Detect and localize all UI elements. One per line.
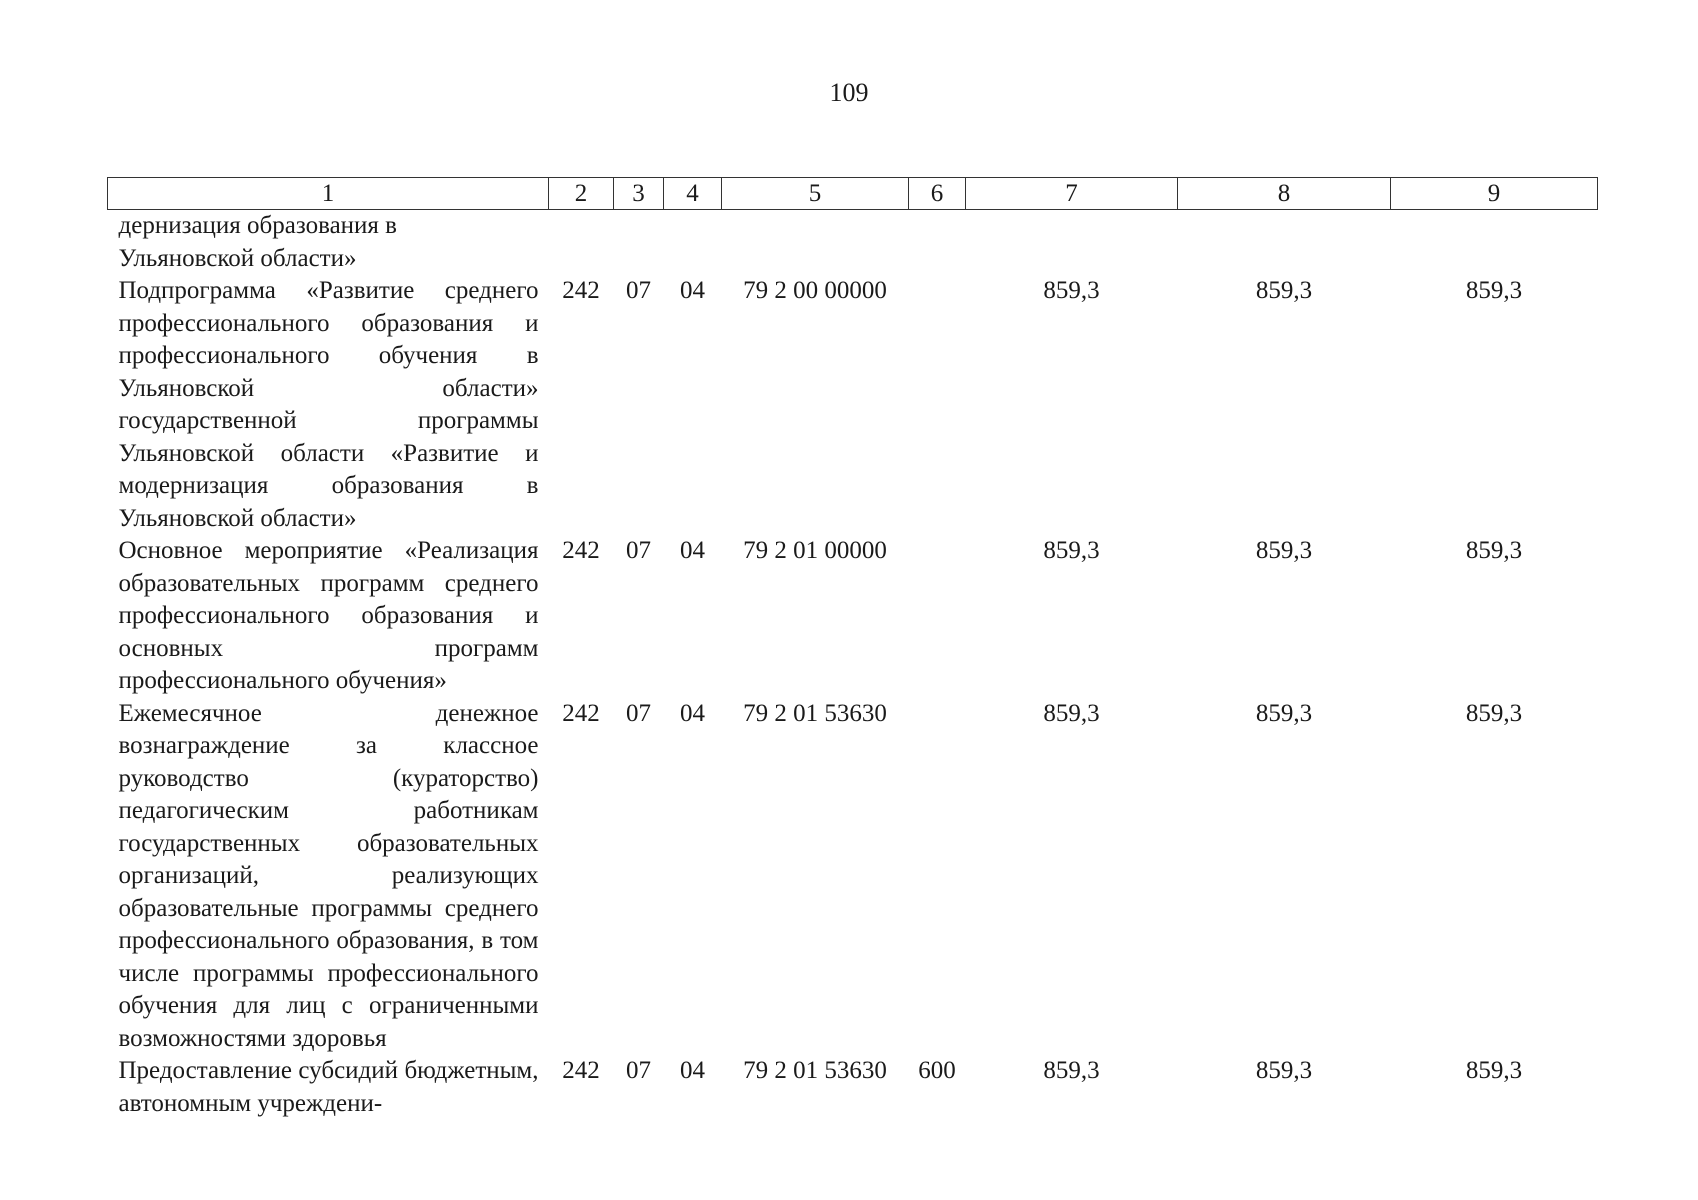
column-header: 4 (664, 178, 722, 210)
cell-subsection: 04 (680, 277, 705, 304)
cell-target-article: 79 2 00 00000 (743, 277, 887, 304)
cell-amount-3: 859,3 (1465, 1057, 1523, 1084)
cell-target-article: 79 2 01 53630 (743, 1057, 887, 1084)
row-name: дернизация образования в Ульяновской области» (118, 212, 397, 272)
cell-amount-3: 859,3 (1465, 277, 1523, 304)
table-row (108, 698, 1598, 1056)
table-header-row (108, 178, 1598, 210)
cell-amount-1: 859,3 (1043, 537, 1100, 564)
cell-section: 07 (626, 537, 651, 564)
cell-amount-2 (1178, 210, 1391, 276)
page-number: 109 (829, 78, 869, 107)
cell-admin-code: 242 (562, 277, 600, 304)
cell-amount-3: 859,3 (1465, 699, 1523, 727)
cell-subsection: 04 (680, 537, 705, 564)
cell-amount-2: 859,3 (1255, 699, 1313, 727)
column-header: 2 (549, 178, 614, 210)
cell-admin-code: 242 (562, 537, 600, 564)
column-header: 8 (1178, 178, 1391, 210)
row-name: Ежемесячное денежное вознаграждение за классное руководство (кураторство) педагогическим работникам государственных образовательных организаций, реализующих образовательные программы среднего профессионального образования, в том числе программы профессионального обучения для лиц с ограниченными возможностями здоровья (118, 699, 539, 1052)
table-row (108, 275, 1598, 535)
cell-section: 07 (626, 699, 651, 727)
cell-admin-code: 242 (562, 699, 600, 727)
cell-expense-type (909, 210, 966, 276)
cell-target-article: 79 2 01 00000 (743, 537, 887, 564)
table-row (108, 535, 1598, 698)
cell-amount-1 (966, 210, 1178, 276)
cell-expense-type: 600 (918, 1057, 956, 1084)
table-row (108, 210, 1598, 276)
cell-admin-code (549, 210, 614, 276)
cell-amount-2: 859,3 (1255, 277, 1313, 304)
cell-subsection: 04 (680, 1057, 705, 1084)
cell-target-article (722, 210, 909, 276)
cell-section: 07 (626, 277, 651, 304)
column-header: 7 (966, 178, 1178, 210)
column-header: 3 (614, 178, 664, 210)
cell-subsection: 04 (680, 699, 705, 727)
cell-amount-3 (1391, 210, 1598, 276)
row-name: Предоставление субсидий бюджетным, автономным учреждени- (118, 1057, 539, 1117)
cell-expense-type (909, 275, 966, 535)
cell-amount-1: 859,3 (1043, 699, 1100, 727)
column-header: 9 (1391, 178, 1598, 210)
cell-subsection (664, 210, 722, 276)
column-header: 6 (909, 178, 966, 210)
cell-amount-3: 859,3 (1465, 537, 1523, 564)
cell-target-article: 79 2 01 53630 (743, 699, 887, 727)
table-row (108, 1055, 1598, 1120)
budget-table (107, 177, 1598, 1120)
cell-admin-code: 242 (562, 1057, 600, 1084)
cell-expense-type (909, 535, 966, 698)
cell-amount-2: 859,3 (1255, 537, 1313, 564)
cell-expense-type (909, 698, 966, 1056)
cell-amount-1: 859,3 (1043, 1057, 1100, 1084)
cell-amount-1: 859,3 (1043, 277, 1100, 304)
cell-section: 07 (626, 1057, 651, 1084)
cell-section (614, 210, 664, 276)
row-name: Основное мероприятие «Реализация образовательных программ среднего профессионального образования и основных программ профессионального обучения» (118, 537, 539, 694)
cell-amount-2: 859,3 (1255, 1057, 1313, 1084)
column-header: 5 (722, 178, 909, 210)
column-header: 1 (108, 178, 549, 210)
row-name: Подпрограмма «Развитие среднего профессионального образования и профессионального обучения в Ульяновской области» государственной программы Ульяновской области «Развитие и модернизация образования в Ульяновской области» (118, 277, 539, 532)
